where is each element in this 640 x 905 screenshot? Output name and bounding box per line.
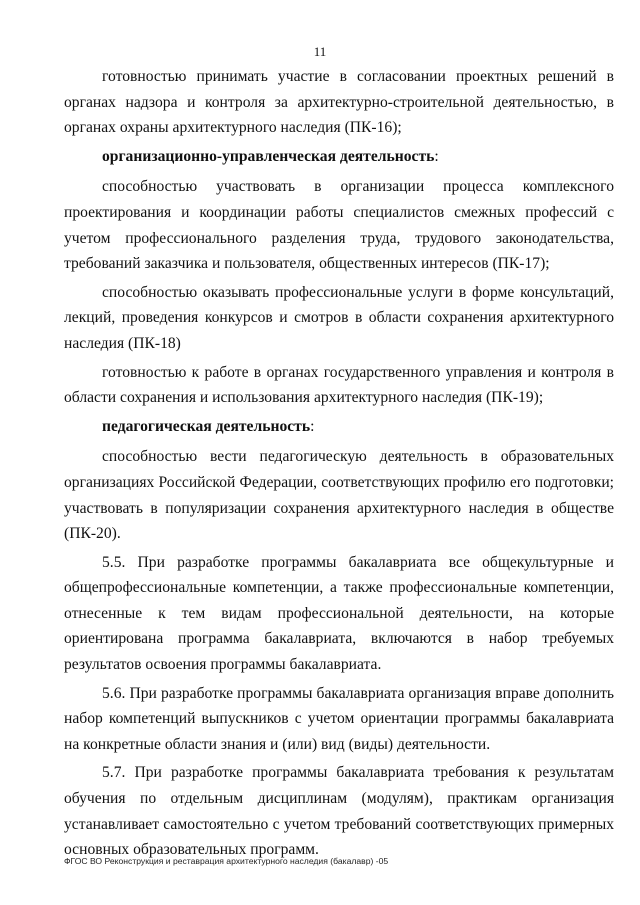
paragraph-pk17: способностью участвовать в организации процесса комплексного проектирования и координации работы специалистов смежных профессий с учетом профессионального разделения труда, трудового законодательства, требований заказчика и пользователя, общественных интересов (ПК-17); xyxy=(64,178,614,273)
paragraph-5-6: 5.6. При разработке программы бакалавриата организация вправе дополнить набор компетенций выпускников с учетом ориентации программы бакалавриата на конкретные области знания и (или) вид (виды) деятельности. xyxy=(64,684,614,753)
heading-suffix: : xyxy=(434,147,439,165)
document-body xyxy=(64,64,614,866)
paragraph-pk18: способностью оказывать профессиональные услуги в форме консультаций, лекций, проведения конкурсов и смотров в области сохранения архитектурного наследия (ПК-18) xyxy=(64,283,614,352)
paragraph-5-7: 5.7. При разработке программы бакалавриата требования к результатам обучения по отдельным дисциплинам (модулям), практикам организация устанавливает самостоятельно с учетом требований соответствующих примерных основных образовательных программ. xyxy=(64,764,614,859)
heading-text: педагогическая деятельность xyxy=(102,417,311,435)
paragraph-pk20: способностью вести педагогическую деятельность в образовательных организациях Российской Федерации, соответствующих профилю его подготовки; участвовать в популяризации сохранения архитектурного наследия в обществе (ПК-20). xyxy=(64,448,614,543)
section-heading-pedagogical xyxy=(64,414,614,440)
paragraph-5-5: 5.5. При разработке программы бакалавриата все общекультурные и общепрофессиональные компетенции, а также профессиональные компетенции, отнесенные к тем видам профессиональной деятельности, на которые ориентирована программа бакалавриата, включаются в набор требуемых результатов освоения программы бакалавриата. xyxy=(64,553,614,674)
heading-suffix: : xyxy=(310,417,315,435)
paragraph-pk19: готовностью к работе в органах государственного управления и контроля в области сохранения и использования архитектурного наследия (ПК-19); xyxy=(64,363,614,407)
heading-text: организационно-управленческая деятельность xyxy=(102,147,435,165)
section-heading-organizational xyxy=(64,144,614,170)
page-number: 11 xyxy=(313,44,327,59)
paragraph-pk16: готовностью принимать участие в согласовании проектных решений в органах надзора и контроля за архитектурно-строительной деятельностью, в органах охраны архитектурного наследия (ПК-16); xyxy=(64,68,614,137)
page-footer: ФГОС ВО Реконструкция и реставрация архитектурного наследия (бакалавр) -05 xyxy=(64,856,389,866)
